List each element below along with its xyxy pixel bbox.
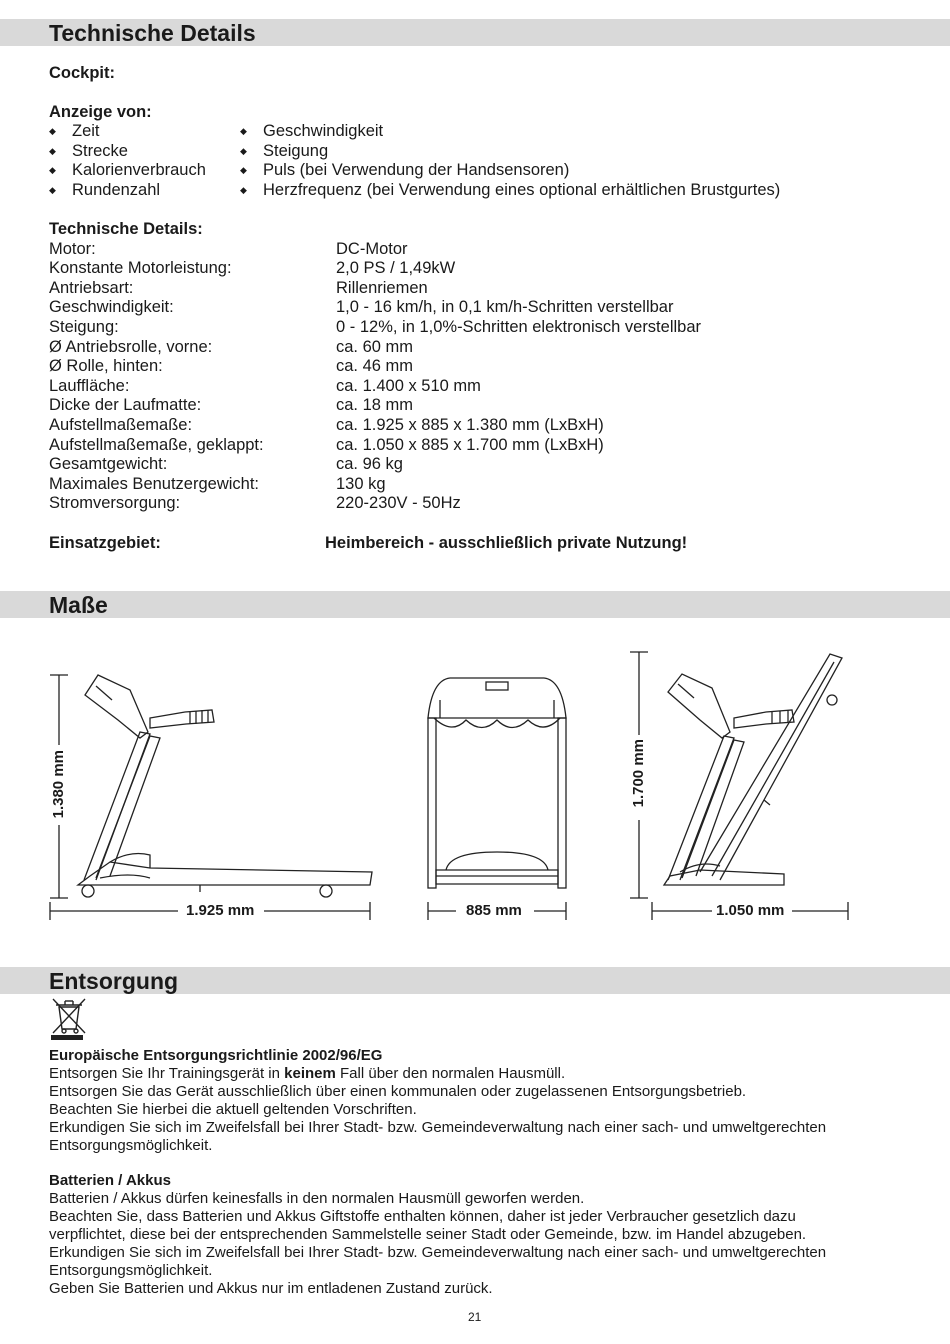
- spec-value: 130 kg: [336, 475, 386, 493]
- dimension-label-folded-height: 1.700 mm: [630, 735, 647, 811]
- specs-heading: Technische Details:: [49, 220, 203, 238]
- dimension-drawings: [0, 640, 950, 940]
- list-item: ◆ Strecke: [49, 142, 128, 160]
- bullet-icon: ◆: [49, 146, 56, 156]
- spec-value: 220-230V - 50Hz: [336, 494, 461, 512]
- spec-value: Rillenriemen: [336, 279, 428, 297]
- spec-value: ca. 60 mm: [336, 338, 414, 356]
- paragraph-line: Geben Sie Batterien und Akkus nur im entladenen Zustand zurück.: [49, 1280, 493, 1297]
- display-heading: Anzeige von:: [49, 103, 152, 121]
- list-item: ◆ Zeit: [49, 122, 100, 140]
- paragraph-line: Entsorgen Sie das Gerät ausschließlich über einen kommunalen oder zugelassenen Entsorgungsbetrieb.: [49, 1083, 747, 1100]
- dimension-label-side-height: 1.380 mm: [50, 746, 67, 822]
- paragraph-line: Erkundigen Sie sich im Zweifelsfall bei Ihrer Stadt- bzw. Gemeindeverwaltung nach einer sach- und umweltgerechten: [49, 1244, 827, 1261]
- spec-label: Ø Rolle, hinten:: [49, 357, 163, 375]
- section-title: Technische Details: [49, 20, 256, 46]
- paragraph-line: Beachten Sie hierbei die aktuell geltenden Vorschriften.: [49, 1101, 417, 1118]
- paragraph-line: Entsorgungsmöglichkeit.: [49, 1262, 213, 1279]
- spec-value: 0 - 12%, in 1,0%-Schritten elektronisch verstellbar: [336, 318, 701, 336]
- treadmill-front-view-drawing: [428, 678, 566, 920]
- spec-value: ca. 1.400 x 510 mm: [336, 377, 481, 395]
- dimension-label-front-width: 885 mm: [462, 902, 526, 919]
- spec-value: ca. 46 mm: [336, 357, 414, 375]
- bullet-icon: ◆: [240, 126, 247, 136]
- spec-value: ca. 18 mm: [336, 396, 414, 414]
- bullet-icon: ◆: [240, 146, 247, 156]
- spec-label: Ø Antriebsrolle, vorne:: [49, 338, 213, 356]
- battery-heading: Batterien / Akkus: [49, 1172, 171, 1189]
- treadmill-folded-view-drawing: [630, 652, 848, 920]
- spec-value: ca. 1.050 x 885 x 1.700 mm (LxBxH): [336, 436, 604, 454]
- list-item: ◆ Herzfrequenz (bei Verwendung eines optional erhältlichen Brustgurtes): [240, 181, 781, 199]
- bullet-icon: ◆: [49, 165, 56, 175]
- spec-label: Gesamtgewicht:: [49, 455, 168, 473]
- paragraph-line: Erkundigen Sie sich im Zweifelsfall bei Ihrer Stadt- bzw. Gemeindeverwaltung nach einer sach- und umweltgerechten: [49, 1119, 827, 1136]
- spec-value: ca. 96 kg: [336, 455, 403, 473]
- spec-label: Dicke der Laufmatte:: [49, 396, 202, 414]
- section-title: Maße: [49, 592, 108, 618]
- section-header-dimensions: [0, 591, 950, 618]
- spec-value: ca. 1.925 x 885 x 1.380 mm (LxBxH): [336, 416, 604, 434]
- crossed-out-bin-icon: [49, 995, 89, 1041]
- spec-label: Maximales Benutzergewicht:: [49, 475, 260, 493]
- paragraph-line: Beachten Sie, dass Batterien und Akkus Giftstoffe enthalten können, daher ist jeder Verbraucher gesetzlich dazu: [49, 1208, 796, 1225]
- directive-heading: Europäische Entsorgungsrichtlinie 2002/96/EG: [49, 1047, 383, 1064]
- spec-label: Aufstellmaßemaße, geklappt:: [49, 436, 264, 454]
- battery-text: [49, 1172, 909, 1298]
- cockpit-heading: Cockpit:: [49, 64, 115, 82]
- spec-label: Aufstellmaßemaße:: [49, 416, 193, 434]
- dimension-label-folded-length: 1.050 mm: [712, 902, 788, 919]
- bullet-icon: ◆: [49, 185, 56, 195]
- spec-value: 1,0 - 16 km/h, in 0,1 km/h-Schritten verstellbar: [336, 298, 674, 316]
- spec-label: Antriebsart:: [49, 279, 134, 297]
- spec-value: DC-Motor: [336, 240, 408, 258]
- section-header-technical: [0, 19, 950, 46]
- spec-label: Konstante Motorleistung:: [49, 259, 232, 277]
- bullet-icon: ◆: [240, 185, 247, 195]
- paragraph-line: Batterien / Akkus dürfen keinesfalls in den normalen Hausmüll geworfen werden.: [49, 1190, 585, 1207]
- list-item: ◆ Rundenzahl: [49, 181, 161, 199]
- bullet-icon: ◆: [49, 126, 56, 136]
- spec-value: 2,0 PS / 1,49kW: [336, 259, 456, 277]
- paragraph-line: verpflichtet, diese bei der entsprechenden Sammelstelle seiner Stadt oder Gemeinde, bzw. im Handel abzugeben.: [49, 1226, 807, 1243]
- spec-label: Stromversorgung:: [49, 494, 181, 512]
- section-header-disposal: [0, 967, 950, 994]
- bullet-icon: ◆: [240, 165, 247, 175]
- spec-label: Lauffläche:: [49, 377, 130, 395]
- section-title: Entsorgung: [49, 968, 179, 994]
- list-item: ◆ Geschwindigkeit: [240, 122, 384, 140]
- paragraph-line: Entsorgungsmöglichkeit.: [49, 1137, 213, 1154]
- spec-label: Motor:: [49, 240, 96, 258]
- page-number: 21: [468, 1310, 482, 1324]
- list-item: ◆ Steigung: [240, 142, 329, 160]
- list-item: ◆ Kalorienverbrauch: [49, 161, 206, 179]
- usage-label: Einsatzgebiet:: [49, 534, 161, 552]
- usage-value: Heimbereich - ausschließlich private Nutzung!: [325, 534, 688, 552]
- disposal-text: [49, 1047, 909, 1155]
- paragraph-line: Entsorgen Sie Ihr Trainingsgerät in keinem Fall über den normalen Hausmüll.: [49, 1065, 566, 1082]
- treadmill-side-view-drawing: [50, 675, 372, 920]
- list-item: ◆ Puls (bei Verwendung der Handsensoren): [240, 161, 570, 179]
- spec-label: Geschwindigkeit:: [49, 298, 174, 316]
- spec-label: Steigung:: [49, 318, 119, 336]
- dimension-label-side-length: 1.925 mm: [182, 902, 258, 919]
